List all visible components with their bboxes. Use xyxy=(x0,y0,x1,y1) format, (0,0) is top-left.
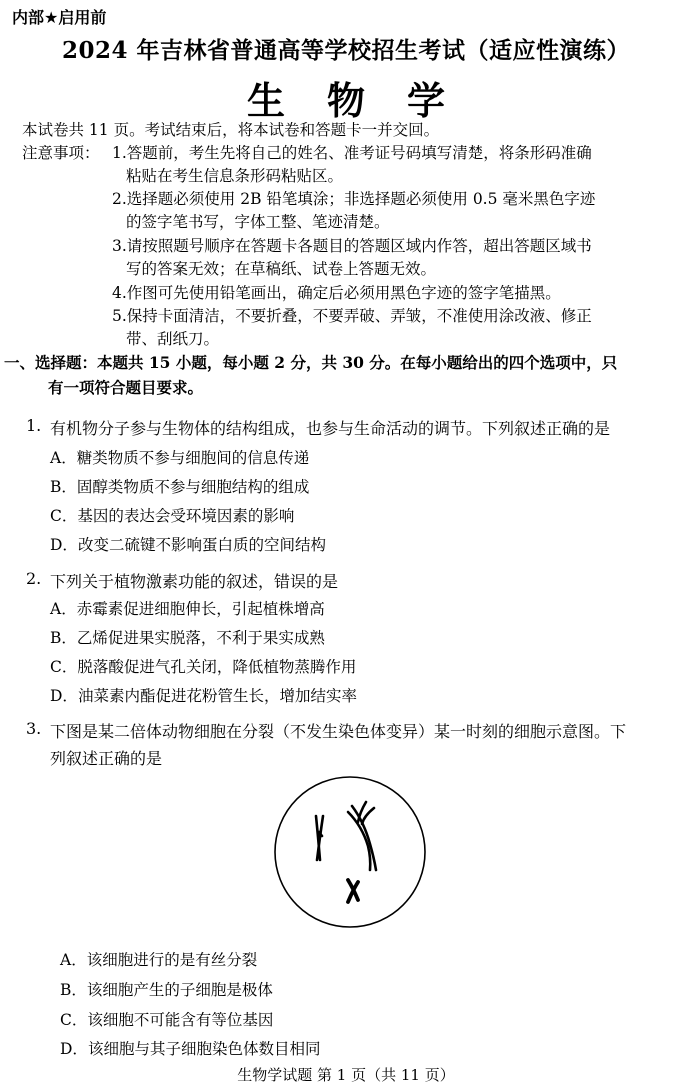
q2-option-a: A．赤霉素促进细胞伸长，引起植株增高 xyxy=(50,600,325,618)
note-5-line-1: 5.保持卡面清洁，不要折叠，不要弄破、弄皱，不准使用涂改液、修正 xyxy=(112,307,592,325)
q1-option-c: C．基因的表达会受环境因素的影响 xyxy=(50,507,295,525)
note-1-line-2: 粘贴在考生信息条形码粘贴区。 xyxy=(126,167,344,185)
intro-text: 本试卷共 11 页。考试结束后，将本试卷和答题卡一并交回。 xyxy=(22,121,440,139)
note-4: 4.作图可先使用铅笔画出，确定后必须用黑色字迹的签字笔描黑。 xyxy=(112,284,561,302)
subject-title: 生物学 xyxy=(246,78,487,123)
exam-title: 2024 年吉林省普通高等学校招生考试（适应性演练） xyxy=(61,37,631,64)
section-1-heading: 一、选择题：本题共 15 小题，每小题 2 分，共 30 分。在每小题给出的四个选项中，只 xyxy=(4,353,618,372)
q3-option-c: C．该细胞不可能含有等位基因 xyxy=(60,1011,274,1029)
chromosome-left xyxy=(316,816,323,860)
q3-option-b: B．该细胞产生的子细胞是极体 xyxy=(60,981,273,999)
page-footer: 生物学试题 第 1 页（共 11 页） xyxy=(237,1066,455,1084)
note-5-line-2: 带、刮纸刀。 xyxy=(126,330,220,348)
notes-label: 注意事项： xyxy=(22,144,100,162)
confidential-label: 内部★启用前 xyxy=(12,8,107,27)
q2-option-b: B．乙烯促进果实脱落，不利于果实成熟 xyxy=(50,629,325,647)
q1-option-b: B．固醇类物质不参与细胞结构的组成 xyxy=(50,478,310,496)
question-2-stem: 下列关于植物激素功能的叙述，错误的是 xyxy=(50,572,339,591)
note-1-line-1: 1.答题前，考生先将自己的姓名、准考证号码填写清楚，将条形码准确 xyxy=(112,144,592,162)
cell-membrane xyxy=(275,777,425,927)
question-2-number: 2. xyxy=(26,569,42,588)
note-2-line-2: 的签字笔书写，字体工整、笔迹清楚。 xyxy=(126,213,390,231)
question-1-stem: 有机物分子参与生物体的结构组成，也参与生命活动的调节。下列叙述正确的是 xyxy=(50,419,611,438)
note-3-line-1: 3.请按照题号顺序在答题卡各题目的答题区域内作答，超出答题区域书 xyxy=(112,237,592,255)
chromosome-top xyxy=(348,802,376,870)
q1-option-a: A．糖类物质不参与细胞间的信息传递 xyxy=(50,449,310,467)
q3-option-d: D．该细胞与其子细胞染色体数目相同 xyxy=(60,1040,321,1058)
q2-option-d: D．油菜素内酯促进花粉管生长，增加结实率 xyxy=(50,687,357,705)
q1-option-d: D．改变二硫键不影响蛋白质的空间结构 xyxy=(50,536,326,554)
chromosome-bottom xyxy=(348,880,358,902)
note-3-line-2: 写的答案无效；在草稿纸、试卷上答题无效。 xyxy=(126,260,437,278)
cell-diagram-svg xyxy=(270,772,430,932)
cell-division-diagram xyxy=(270,772,430,932)
question-3-stem-line-2: 列叙述正确的是 xyxy=(50,749,163,768)
question-3-stem-line-1: 下图是某二倍体动物细胞在分裂（不发生染色体变异）某一时刻的细胞示意图。下 xyxy=(50,722,627,741)
question-3-number: 3. xyxy=(26,719,42,738)
section-1-heading-cont: 有一项符合题目要求。 xyxy=(48,378,204,397)
q2-option-c: C．脱落酸促进气孔关闭，降低植物蒸腾作用 xyxy=(50,658,357,676)
q3-option-a: A．该细胞进行的是有丝分裂 xyxy=(60,951,258,969)
note-2-line-1: 2.选择题必须使用 2B 铅笔填涂；非选择题必须使用 0.5 毫米黑色字迹 xyxy=(112,190,596,208)
question-1-number: 1. xyxy=(26,416,42,435)
